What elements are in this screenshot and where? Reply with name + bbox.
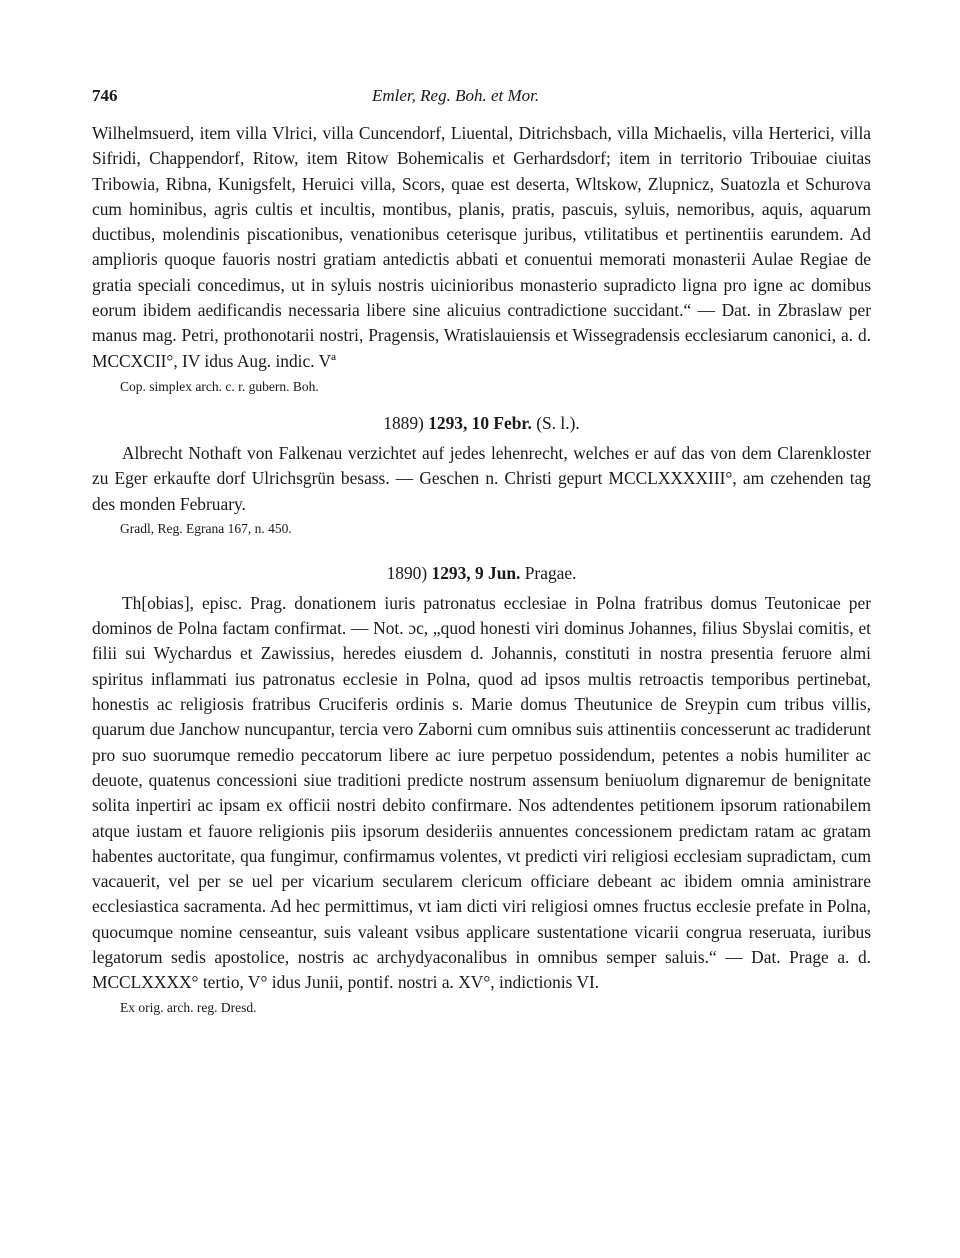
entry-1889-heading	[92, 411, 871, 435]
page-number: 746	[92, 86, 118, 105]
continuation-source: Cop. simplex arch. c. r. gubern. Boh.	[120, 378, 319, 394]
entry-1890-source: Ex orig. arch. reg. Dresd.	[120, 999, 257, 1015]
document-page	[92, 86, 871, 1018]
entry-1890-number: 1890)	[386, 562, 428, 583]
entry-1889-number: 1889)	[383, 412, 424, 433]
entry-1890-place: Pragae.	[524, 562, 577, 583]
entry-1889-date: 1293, 10 Febr.	[428, 412, 532, 433]
entry-1890-text: Th[obias], episc. Prag. donationem iuris patronatus ecclesiae in Polna fratribus domus Teutonicae per dominos de Polna factam confirmat. — Not. ɔc, „quod honesti viri dominus Johannes, filius Sbyslai comitis, et filii sui Wychardus et Zawissius, heredes eiusdem d. Johannis, constituti in nostra presentia feruore almi spiritus inflammati ius patronatus ecclesie in Polna, quod ad ipsos multis retroactis temporibus pertinebat, honestis ac religiosis fratribus Cruciferis ordinis s. Marie domus Theutunice de Sreypin cum tribus villis, quarum due Janchow nuncupantur, tercia vero Zaborni cum omnibus suis attinentiis concesserunt ac tradiderunt pro suo suorumque remedio peccatorum libere ac iure perpetuo possidendum, petentes a nobis humiliter ac deuote, quatenus concessioni siue traditioni predicte nostrum assensum beniuolum dignaremur de benignitate solita inpertiri ac ipsam ex officii nostri debito confirmare. Nos adtendentes petitionem ipsorum rationabilem atque iustam et fauore religionis piis ipsorum desideriis annuentes concessionem predictam ratam ac gratam habentes auctoritate, qua fungimur, confirmamus volentes, vt predicti viri religiosi ecclesiam supradictam, cum vacauerit, vel per se uel per vicarium secularem clericum officiare debeant ac ibidem omnia aministrare ecclesiastica sacramenta. Ad hec permittimus, vt iam dicti viri religiosi omnes fructus ecclesie prefate in Polna, quocumque nomine censeantur, suis valeant vsibus applicare sustentatione vicarii congrua reseruata, iuribus legatorum sedis apostolice, nostris ac archydyaconalibus in omnibus semper saluis.“ — Dat. Prage a. d. MCCLXXXX° tertio, V° idus Junii, pontif. nostri a. XV°, indictionis VI.	[92, 592, 871, 993]
entry-1890-heading	[92, 561, 871, 585]
entry-1889-place: (S. l.).	[536, 412, 580, 433]
running-header	[92, 86, 871, 116]
entry-1890-date: 1293, 9 Jun.	[431, 562, 521, 583]
running-title: Emler, Reg. Boh. et Mor.	[372, 86, 540, 105]
continuation-text: Wilhelmsuerd, item villa Vlrici, villa Cuncendorf, Liuental, Ditrichsbach, villa Michaelis, villa Herterici, villa Sifridi, Chappendorf, Ritow, item Ritow Bohemicalis et Gerhardsdorf; item in territorio Tribouiae ciuitas Tribowia, Ribna, Kunigsfelt, Heruici villa, Scors, quae est deserta, Wltskow, Zlupnicz, Suatozla et Schurova cum hominibus, agris cultis et incultis, montibus, planis, pratis, pascuis, syluis, nemoribus, aquis, aquarum ductibus, molendinis piscationibus, venationibus ceterisque juribus, vtilitatibus et pertinentiis earundem. Ad amplioris quoque fauoris nostri gratiam antedictis abbati et conuentui memorati monasterii Aulae Regiae de gratia speciali concedimus, ut in syluis nostris uicinioribus monasterio supradicto ligna pro igne ac domibus eorum ibidem aedificandis necessaria libere sine alicuius contradictione succidant.“ — Dat. in Zbraslaw per manus mag. Petri, prothonotarii nostri, Pragensis, Wratislauiensis et Wissegradensis ecclesiarum canonici, a. d. MCCXCII°, IV idus Aug. indic. Vª	[92, 123, 871, 371]
entry-1889-source: Gradl, Reg. Egrana 167, n. 450.	[120, 520, 292, 536]
entry-1889-text: Albrecht Nothaft von Falkenau verzichtet auf jedes lehenrecht, welches er auf das von dem Clarenkloster zu Eger erkaufte dorf Ulrichsgrün besass. — Geschen n. Christi gepurt MCCLXXXXIII°, am czehenden tag des monden February.	[92, 442, 871, 514]
